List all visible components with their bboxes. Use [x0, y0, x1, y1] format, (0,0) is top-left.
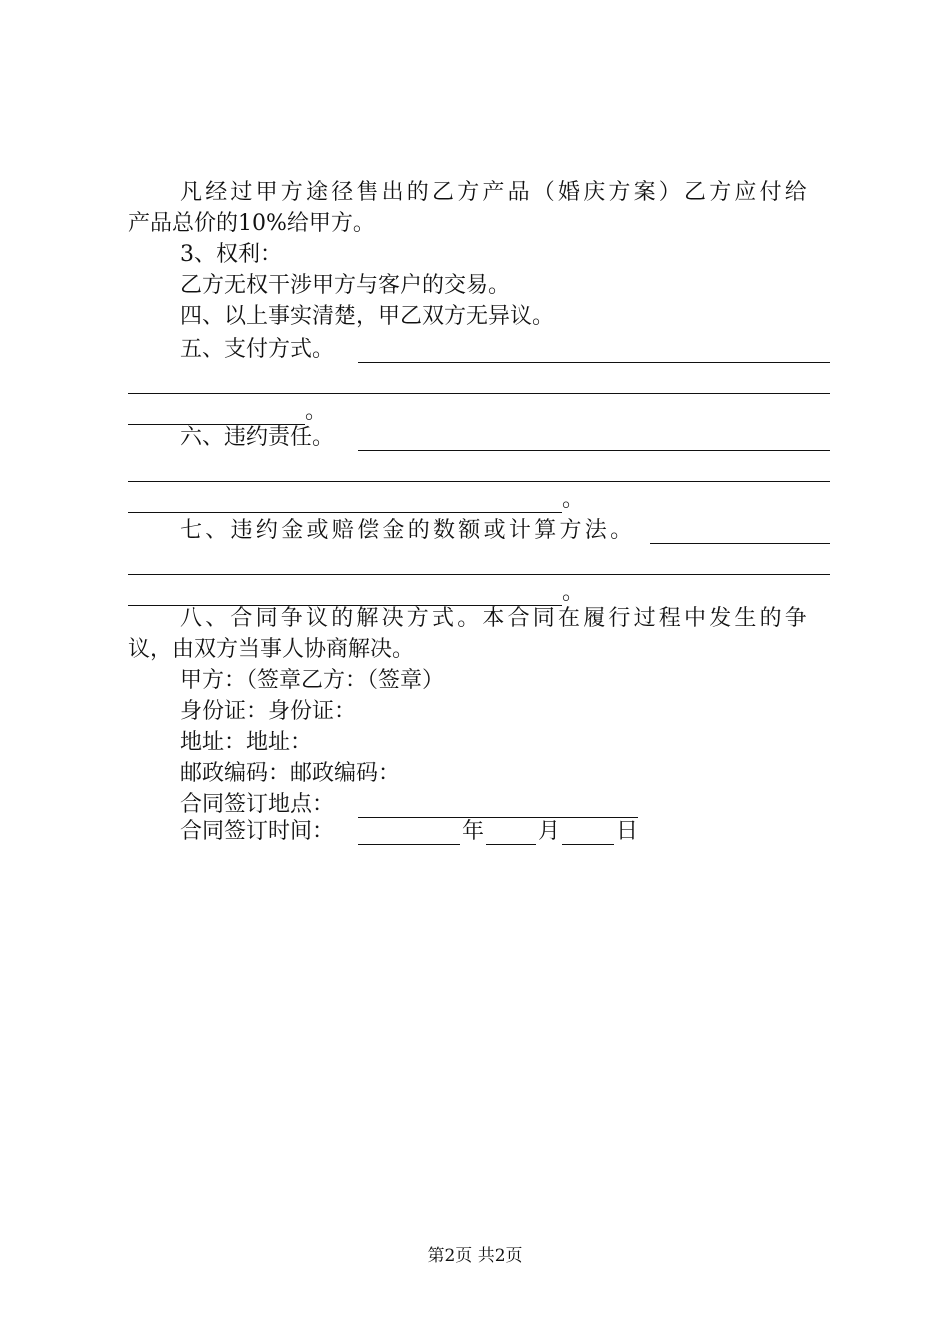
paragraph-line — [0, 483, 950, 517]
day-blank — [562, 820, 614, 845]
fill-in-blank — [128, 457, 830, 482]
sign-time-label: 合同签订时间： — [180, 819, 335, 844]
period-mark: 。 — [305, 399, 328, 424]
paragraph-line — [0, 238, 950, 272]
paragraph-line — [0, 726, 950, 760]
body-text: 四、以上事实清楚，甲乙双方无异议。 — [180, 304, 555, 329]
paragraph-line — [0, 545, 950, 579]
paragraph-line — [0, 757, 950, 791]
period-mark: 。 — [562, 580, 585, 605]
paragraph-line — [0, 695, 950, 729]
body-text: 乙方无权干涉甲方与客户的交易。 — [180, 273, 511, 298]
body-text: 凡经过甲方途径售出的乙方产品（婚庆方案）乙方应付给 — [180, 180, 811, 205]
paragraph-line — [0, 514, 950, 548]
postcode-label: 邮政编码：邮政编码： — [180, 761, 401, 786]
paragraph-line — [0, 176, 950, 210]
fill-in-blank — [358, 338, 830, 363]
clause-label: 六、违约责任。 — [180, 425, 335, 450]
day-label: 日 — [616, 819, 639, 844]
body-text: 议，由双方当事人协商解决。 — [128, 637, 415, 662]
fill-in-blank — [358, 426, 830, 451]
period-mark: 。 — [562, 487, 585, 512]
clause-label: 七、违约金或赔偿金的数额或计算方法。 — [180, 518, 636, 543]
paragraph-line — [0, 664, 950, 698]
address-label: 地址：地址： — [180, 730, 313, 755]
paragraph-line — [0, 602, 950, 636]
paragraph-line — [0, 207, 950, 241]
signature-parties: 甲方：（签章乙方：（签章） — [180, 668, 445, 693]
paragraph-line — [0, 333, 950, 367]
paragraph-line — [0, 452, 950, 486]
paragraph-line — [0, 269, 950, 303]
year-blank — [358, 820, 460, 845]
id-card-label: 身份证：身份证： — [180, 699, 357, 724]
section-heading: 3、权利： — [180, 242, 282, 267]
body-text: 八、合同争议的解决方式。本合同在履行过程中发生的争 — [180, 606, 811, 631]
paragraph-line — [0, 300, 950, 334]
page-footer — [0, 1244, 950, 1268]
page-number: 第2页 共2页 — [427, 1246, 523, 1266]
body-text: 产品总价的10%给甲方。 — [128, 211, 375, 236]
fill-in-blank — [128, 550, 830, 575]
clause-label: 五、支付方式。 — [180, 337, 335, 362]
fill-in-blank — [650, 519, 830, 544]
paragraph-line — [0, 815, 950, 849]
paragraph-line — [0, 633, 950, 667]
sign-place-label: 合同签订地点： — [180, 792, 335, 817]
fill-in-blank — [128, 369, 830, 394]
paragraph-line — [0, 364, 950, 398]
fill-in-blank — [128, 488, 562, 513]
month-label: 月 — [538, 819, 561, 844]
paragraph-line — [0, 421, 950, 455]
month-blank — [486, 820, 536, 845]
year-label: 年 — [462, 819, 485, 844]
